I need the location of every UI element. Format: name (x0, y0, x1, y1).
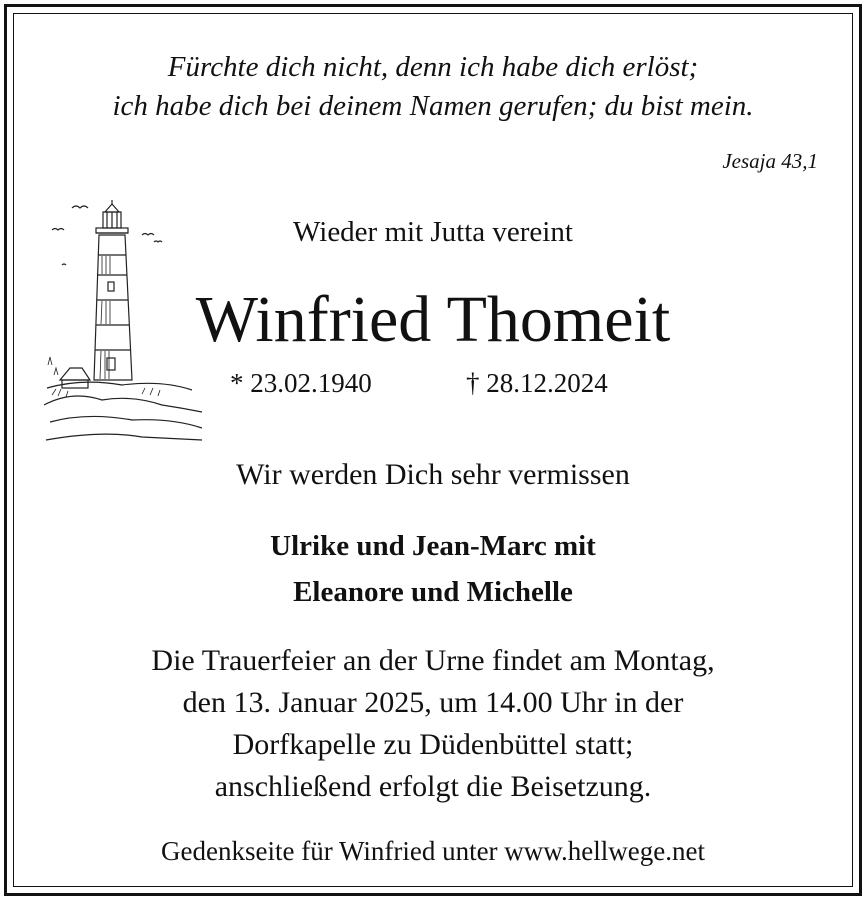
funeral-info-line-4: anschließend erfolgt die Beisetzung. (214, 770, 652, 803)
bible-verse-line-1: Fürchte dich nicht, denn ich habe dich erlöst; (167, 51, 699, 83)
bible-verse-reference: Jesaja 43,1 (722, 149, 818, 173)
death-date: † 28.12.2024 (466, 368, 608, 398)
family-line-1: Ulrike und Jean-Marc mit (270, 530, 596, 562)
bible-verse-line-2: ich habe dich bei deinem Namen gerufen; du bist mein. (112, 90, 754, 122)
memorial-page-link[interactable]: Gedenkseite für Winfried unter www.hellwege.net (161, 836, 705, 866)
deceased-name: Winfried Thomeit (195, 283, 671, 356)
family-line-2: Eleanore und Michelle (293, 576, 573, 608)
farewell-message: Wir werden Dich sehr vermissen (236, 458, 630, 491)
funeral-info-line-2: den 13. Januar 2025, um 14.00 Uhr in der (182, 686, 684, 719)
birth-date: * 23.02.1940 (230, 368, 372, 398)
funeral-info-line-1: Die Trauerfeier an der Urne findet am Montag, (151, 644, 715, 677)
funeral-info-line-3: Dorfkapelle zu Düdenbüttel statt; (232, 728, 634, 761)
reunited-note: Wieder mit Jutta vereint (293, 216, 573, 248)
